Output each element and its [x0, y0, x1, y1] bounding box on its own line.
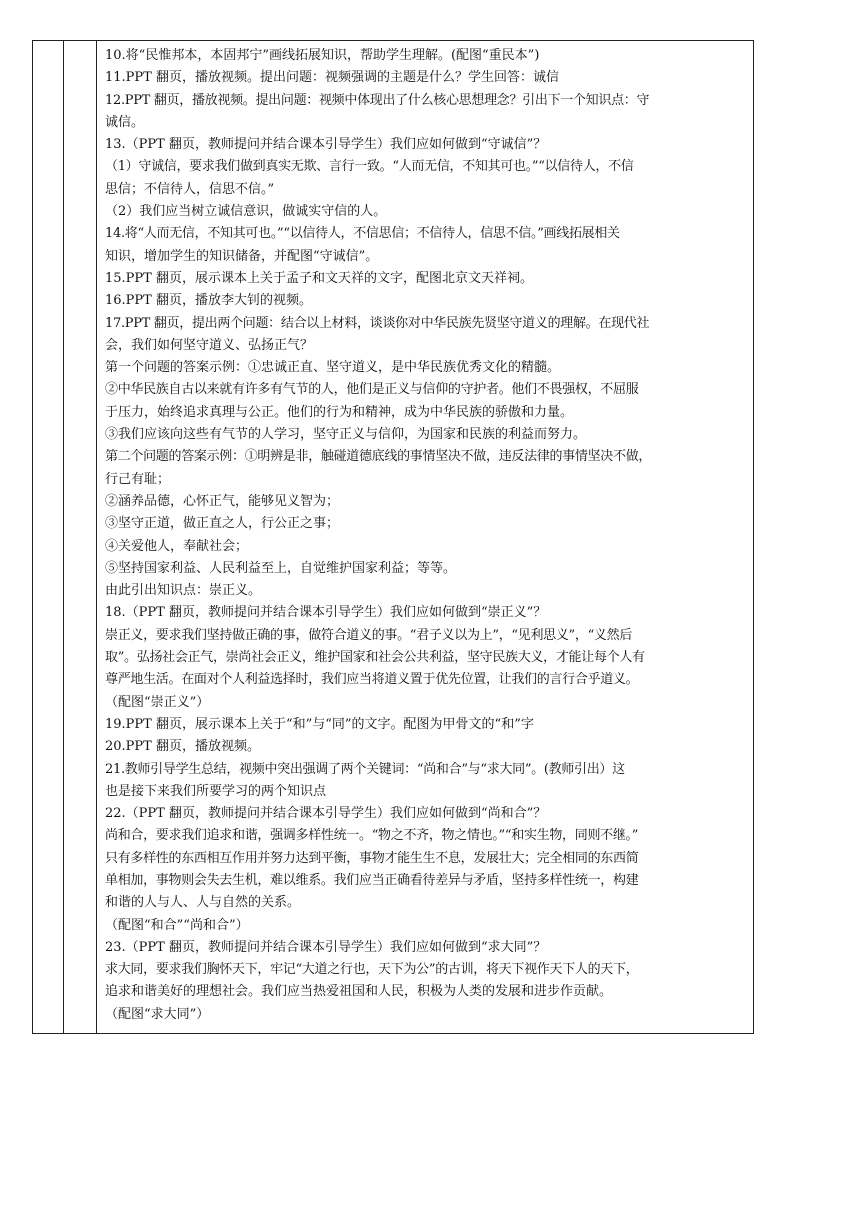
- text-line: ②涵养品德，心怀正气，能够见义智为；: [105, 493, 340, 509]
- teaching-process-cell: [105, 45, 747, 1026]
- text-line: 取”。弘扬社会正气，崇尚社会正义，维护国家和社会公共利益，坚守民族大义，才能让每个人有: [105, 650, 645, 666]
- text-line: （1）守诚信，要求我们做到真实无欺、言行一致。“人而无信，不知其可也。”“以信待人，不信: [105, 159, 634, 175]
- text-line: 崇正义，要求我们坚持做正确的事，做符合道义的事。“君子义以为上”，“见利思义”，“义然后: [105, 627, 633, 643]
- text-line: 14.将“人而无信，不知其可也。”“以信待人，不信思信；不信待人，信思不信。”画线拓展相关: [105, 226, 620, 242]
- text-line: 会，我们如何坚守道义、弘扬正气？: [105, 337, 314, 353]
- text-line: 行己有耻；: [105, 471, 171, 487]
- text-line: （配图“崇正义”）: [105, 694, 210, 710]
- text-line: 第二个问题的答案示例：①明辨是非，触碰道德底线的事情坚决不做，违反法律的事情坚决不做，: [105, 449, 652, 465]
- text-line: 和谐的人与人、人与自然的关系。: [105, 895, 301, 911]
- text-line: 只有多样性的东西相互作用并努力达到平衡，事物才能生生不息，发展壮大；完全相同的东西简: [105, 850, 639, 866]
- text-line: 22.（PPT 翻页，教师提问并结合课本引导学生）我们应如何做到“尚和合”？: [105, 806, 547, 822]
- text-line: 20.PPT 翻页，播放视频。: [105, 739, 260, 755]
- text-line: 单相加，事物则会失去生机，难以维系。我们应当正确看待差异与矛盾，坚持多样性统一，构建: [105, 872, 639, 888]
- text-line: （2）我们应当树立诚信意识，做诚实守信的人。: [105, 204, 387, 220]
- text-line: 11.PPT 翻页，播放视频。提出问题：视频强调的主题是什么？学生回答：诚信: [105, 70, 559, 86]
- text-line: ②中华民族自古以来就有许多有气节的人，他们是正义与信仰的守护者。他们不畏强权，不屈服: [105, 382, 639, 398]
- table-column-divider: [96, 41, 97, 1033]
- table-column-divider: [63, 41, 64, 1033]
- text-line: 19.PPT 翻页，展示课本上关于“和”与“同”的文字。配图为甲骨文的“和”字: [105, 716, 534, 732]
- text-line: 12.PPT 翻页，播放视频。提出问题：视频中体现出了什么核心思想理念？引出下一个知识点：守: [105, 92, 650, 108]
- text-line: 18.（PPT 翻页，教师提问并结合课本引导学生）我们应如何做到“崇正义”？: [105, 605, 547, 621]
- text-line: 于压力，始终追求真理与公正。他们的行为和精神，成为中华民族的骄傲和力量。: [105, 404, 574, 420]
- text-line: 15.PPT 翻页，展示课本上关于孟子和文天祥的文字，配图北京文天祥祠。: [105, 270, 533, 286]
- text-line: 16.PPT 翻页，播放李大钊的视频。: [105, 293, 312, 309]
- text-line: 诚信。: [105, 114, 145, 130]
- lesson-plan-table: [32, 40, 754, 1034]
- text-line: 21.教师引导学生总结，视频中突出强调了两个关键词：“尚和合”与“求大同”。(教师引出）这: [105, 761, 625, 777]
- text-line: 23.（PPT 翻页，教师提问并结合课本引导学生）我们应如何做到“求大同”？: [105, 939, 547, 955]
- text-line: （配图“求大同”）: [105, 1006, 210, 1022]
- text-line: 知识，增加学生的知识储备，并配图“守诚信”。: [105, 248, 379, 264]
- text-line: ⑤坚持国家利益、人民利益至上，自觉维护国家利益；等等。: [105, 560, 457, 576]
- text-line: 思信；不信待人，信思不信。”: [105, 181, 275, 197]
- text-line: ③我们应该向这些有气节的人学习，坚守正义与信仰，为国家和民族的利益而努力。: [105, 427, 587, 443]
- text-line: 13.（PPT 翻页，教师提问并结合课本引导学生）我们应如何做到“守诚信”？: [105, 137, 547, 153]
- text-line: （配图“和合”“尚和合”）: [105, 917, 249, 933]
- text-line: 也是接下来我们所要学习的两个知识点: [105, 783, 327, 799]
- text-line: ③坚守正道，做正直之人，行公正之事；: [105, 516, 340, 532]
- text-line: 追求和谐美好的理想社会。我们应当热爱祖国和人民，积极为人类的发展和进步作贡献。: [105, 984, 613, 1000]
- text-line: ④关爱他人，奉献社会；: [105, 538, 249, 554]
- text-line: 尚和合，要求我们追求和谐，强调多样性统一。“物之不齐，物之情也。”“和实生物，同则不继。”: [105, 828, 639, 844]
- text-line: 尊严地生活。在面对个人利益选择时，我们应当将道义置于优先位置，让我们的言行合乎道义。: [105, 672, 639, 688]
- text-line: 求大同，要求我们胸怀天下，牢记“大道之行也，天下为公”的古训，将天下视作天下人的天下，: [105, 962, 639, 978]
- text-line: 由此引出知识点：崇正义。: [105, 583, 262, 599]
- text-line: 第一个问题的答案示例：①忠诚正直、坚守道义，是中华民族优秀文化的精髓。: [105, 360, 561, 376]
- text-line: 10.将“民惟邦本，本固邦宁”画线拓展知识，帮助学生理解。(配图“重民本”): [105, 48, 540, 63]
- text-line: 17.PPT 翻页，提出两个问题：结合以上材料，谈谈你对中华民族先贤坚守道义的理解。在现代社: [105, 315, 650, 331]
